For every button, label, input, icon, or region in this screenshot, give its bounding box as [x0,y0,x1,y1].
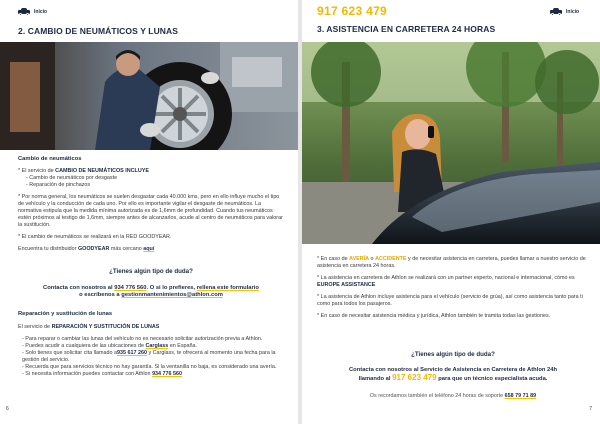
home-link-label: Inicio [566,8,580,15]
text: para que un técnico especialista acuda. [436,376,548,382]
carglass-phone-link[interactable]: 935 617 260 [116,350,147,356]
mechanic-tire-illustration [0,42,298,150]
assistance-list [317,256,589,320]
tire-subtitle: Cambio de neumáticos [18,156,82,162]
tire-section [18,156,284,253]
list-item: - Para reparar o cambiar las lunas del vehículo no es necesario solicitar autorización previa a Athlon. [22,336,263,342]
glass-subtitle: Reparación y sustitución de lunas [18,311,113,317]
text: . O si lo prefieres, [146,285,197,291]
text: - Puedes acudir a cualquiera de las ubicaciones de [22,343,146,349]
text: La asistencia de Athlon incluye asistencia para el vehículo (servicio de grúa), así como asistencia tanto para ti como para todos los pasajeros. [317,294,583,307]
glass-section [18,311,284,378]
header-phone[interactable]: 917 623 479 [317,4,388,18]
home-link-label: Inicio [34,8,48,15]
text: Encuentra tu distribuidor [18,246,78,252]
question-heading: ¿Tienes algún tipo de duda? [109,268,193,275]
support-phone-link[interactable]: 658 79 71 89 [504,393,537,399]
home-link[interactable] [18,8,47,15]
legal-bullet: * En caso de necesitar asistencia médica y jurídica, Athlon también te tramita todas las gestiones. [317,313,551,319]
list-item: - Cambio de neumáticos por desgaste [26,175,118,181]
text: Os recordamos también el teléfono 24 horas de soporte [369,393,505,399]
contact-block [312,366,594,383]
list-item: - Recuerda que para servicios técnico no hay garantía. Si la ventanilla no baja, es considerado una avería. [22,364,277,370]
text: El cambio de neumáticos se realizará en la RED GOODYEAR. [21,234,172,240]
phone-link[interactable]: 934 776 560 [114,285,147,291]
emphasis: GOODYEAR [77,246,110,252]
home-link[interactable] [550,8,579,15]
section-title: 2. CAMBIO DE NEUMÁTICOS Y LUNAS [18,26,179,36]
text: - Solo tienes que solicitar cita llamado a [22,350,117,356]
tire-wear-bullet: * Por norma general, los neumáticos se suelen desgastar cada 40.000 kms, pero en ello influye mucho el tipo de vehículo y la conducción de cada uno. Por ello es importante vigilar el desgaste de neumáticos. La normativa estipula que la medida mínima autorizada es de 1,6mm de profundidad. Cuando tus neumáticos estén próximos al testigo de 1,6mm, siempre antes de alcanzarlos, acude al centro de neumáticos para valorar la sustitución. [18,194,283,228]
text: más cercano [109,246,144,252]
contact-block [18,285,284,299]
partner-bullet: * La asistencia en carretera de Athlon se realizará con un partner experto, nacional e internacional, cómo es EUROPE ASSISTANCE [317,275,575,288]
text: en España. [168,343,198,349]
page-number: 6 [6,406,9,412]
text: Por norma general, los neumáticos se suelen desgastar cada 40.000 kms, pero en ello influye mucho el tipo de vehículo y la conducción de cada uno. Por ello es importante vigilar el desgaste de neumáticos. La normativa estipula que la medida mínima autorizada es de 1,6mm de profundidad. Cuando tus neumáticos estén próximos al testigo de 1,6mm, siempre antes de alcanzarlos, acude al centro de neumáticos para valorar la sustitución. [18,194,283,228]
carglass-link[interactable]: Carglass [145,343,169,349]
text: - Si necesita información puedes contactar con Athlon [22,371,153,377]
distributor-link[interactable]: aquí [143,246,155,252]
tire-includes-bullet: * El servicio de CAMBIO DE NEUMÁTICOS INCLUYE - Cambio de neumáticos por desgaste - Reparación de pinchazos [18,168,284,189]
text: o escríbenos a [79,292,122,298]
tire-photo [0,42,298,150]
athlon-phone-link[interactable]: 934 776 560 [152,371,183,377]
phone-link[interactable]: 917 623 479 [392,373,437,382]
glass-intro [18,324,284,331]
text: y de necesitar asistencia en carretera, puedes llamar a nuestro servicio de asistencia en carretera 24 horas. [317,256,586,269]
emphasis: CAMBIO DE NEUMÁTICOS INCLUYE [55,168,149,174]
goodyear-bullet: * El cambio de neumáticos se realizará en la RED GOODYEAR. [18,234,172,240]
coverage-bullet: * La asistencia de Athlon incluye asistencia para el vehículo (servicio de grúa), así como asistencia tanto para ti como para todos los pasajeros. [317,294,583,307]
list-item [18,350,284,364]
find-distributor [18,246,284,253]
breakdown-bullet: * En caso de AVERÍA o ACCIDENTE y de necesitar asistencia en carretera, puedes llamar a nuestro servicio de asistencia en carretera 24 horas. [317,256,586,269]
car-icon [550,8,562,15]
text: Contacta con nosotros al [43,285,115,291]
emphasis: AVERÍA [349,256,370,262]
text: El servicio de [18,324,52,330]
emphasis: REPARACIÓN Y SUSTITUCIÓN DE LUNAS [51,324,160,330]
section-title: 3. ASISTENCIA EN CARRETERA 24 HORAS [317,24,496,34]
text: y Carglass, te ofrecerá al momento una fecha para la gestión del servicio. [22,350,276,363]
roadside-photo [302,42,600,244]
emphasis: ACCIDENTE [375,256,407,262]
car-icon [18,8,30,15]
woman-phone-car-illustration [302,42,600,244]
list-item: - Reparación de pinchazos [26,182,91,188]
question-heading: ¿Tienes algún tipo de duda? [411,351,495,358]
list-item [18,343,284,350]
reminder [312,393,594,400]
text: En caso de necesitar asistencia médica y jurídica, Athlon también te tramita todas las gestiones. [320,313,551,319]
email-link[interactable]: gestionmantenimientos@athlon.com [121,292,223,298]
text: En caso de [320,256,350,262]
emphasis: EUROPE ASSISTANCE [317,282,376,288]
text: El servicio de [21,168,56,174]
page-number: 7 [589,406,592,412]
text: llamando al [358,376,393,382]
left-page [0,0,298,424]
text: Contacta con nosotros al Servicio de Asistencia en Carretera de Athlon 24h [349,367,557,373]
text: o [369,256,376,262]
right-page [302,0,600,424]
list-item [18,371,284,378]
form-link[interactable]: rellena este formulario [196,285,259,291]
text: La asistencia en carretera de Athlon se realizará con un partner experto, nacional e internacional, cómo es [320,275,575,281]
